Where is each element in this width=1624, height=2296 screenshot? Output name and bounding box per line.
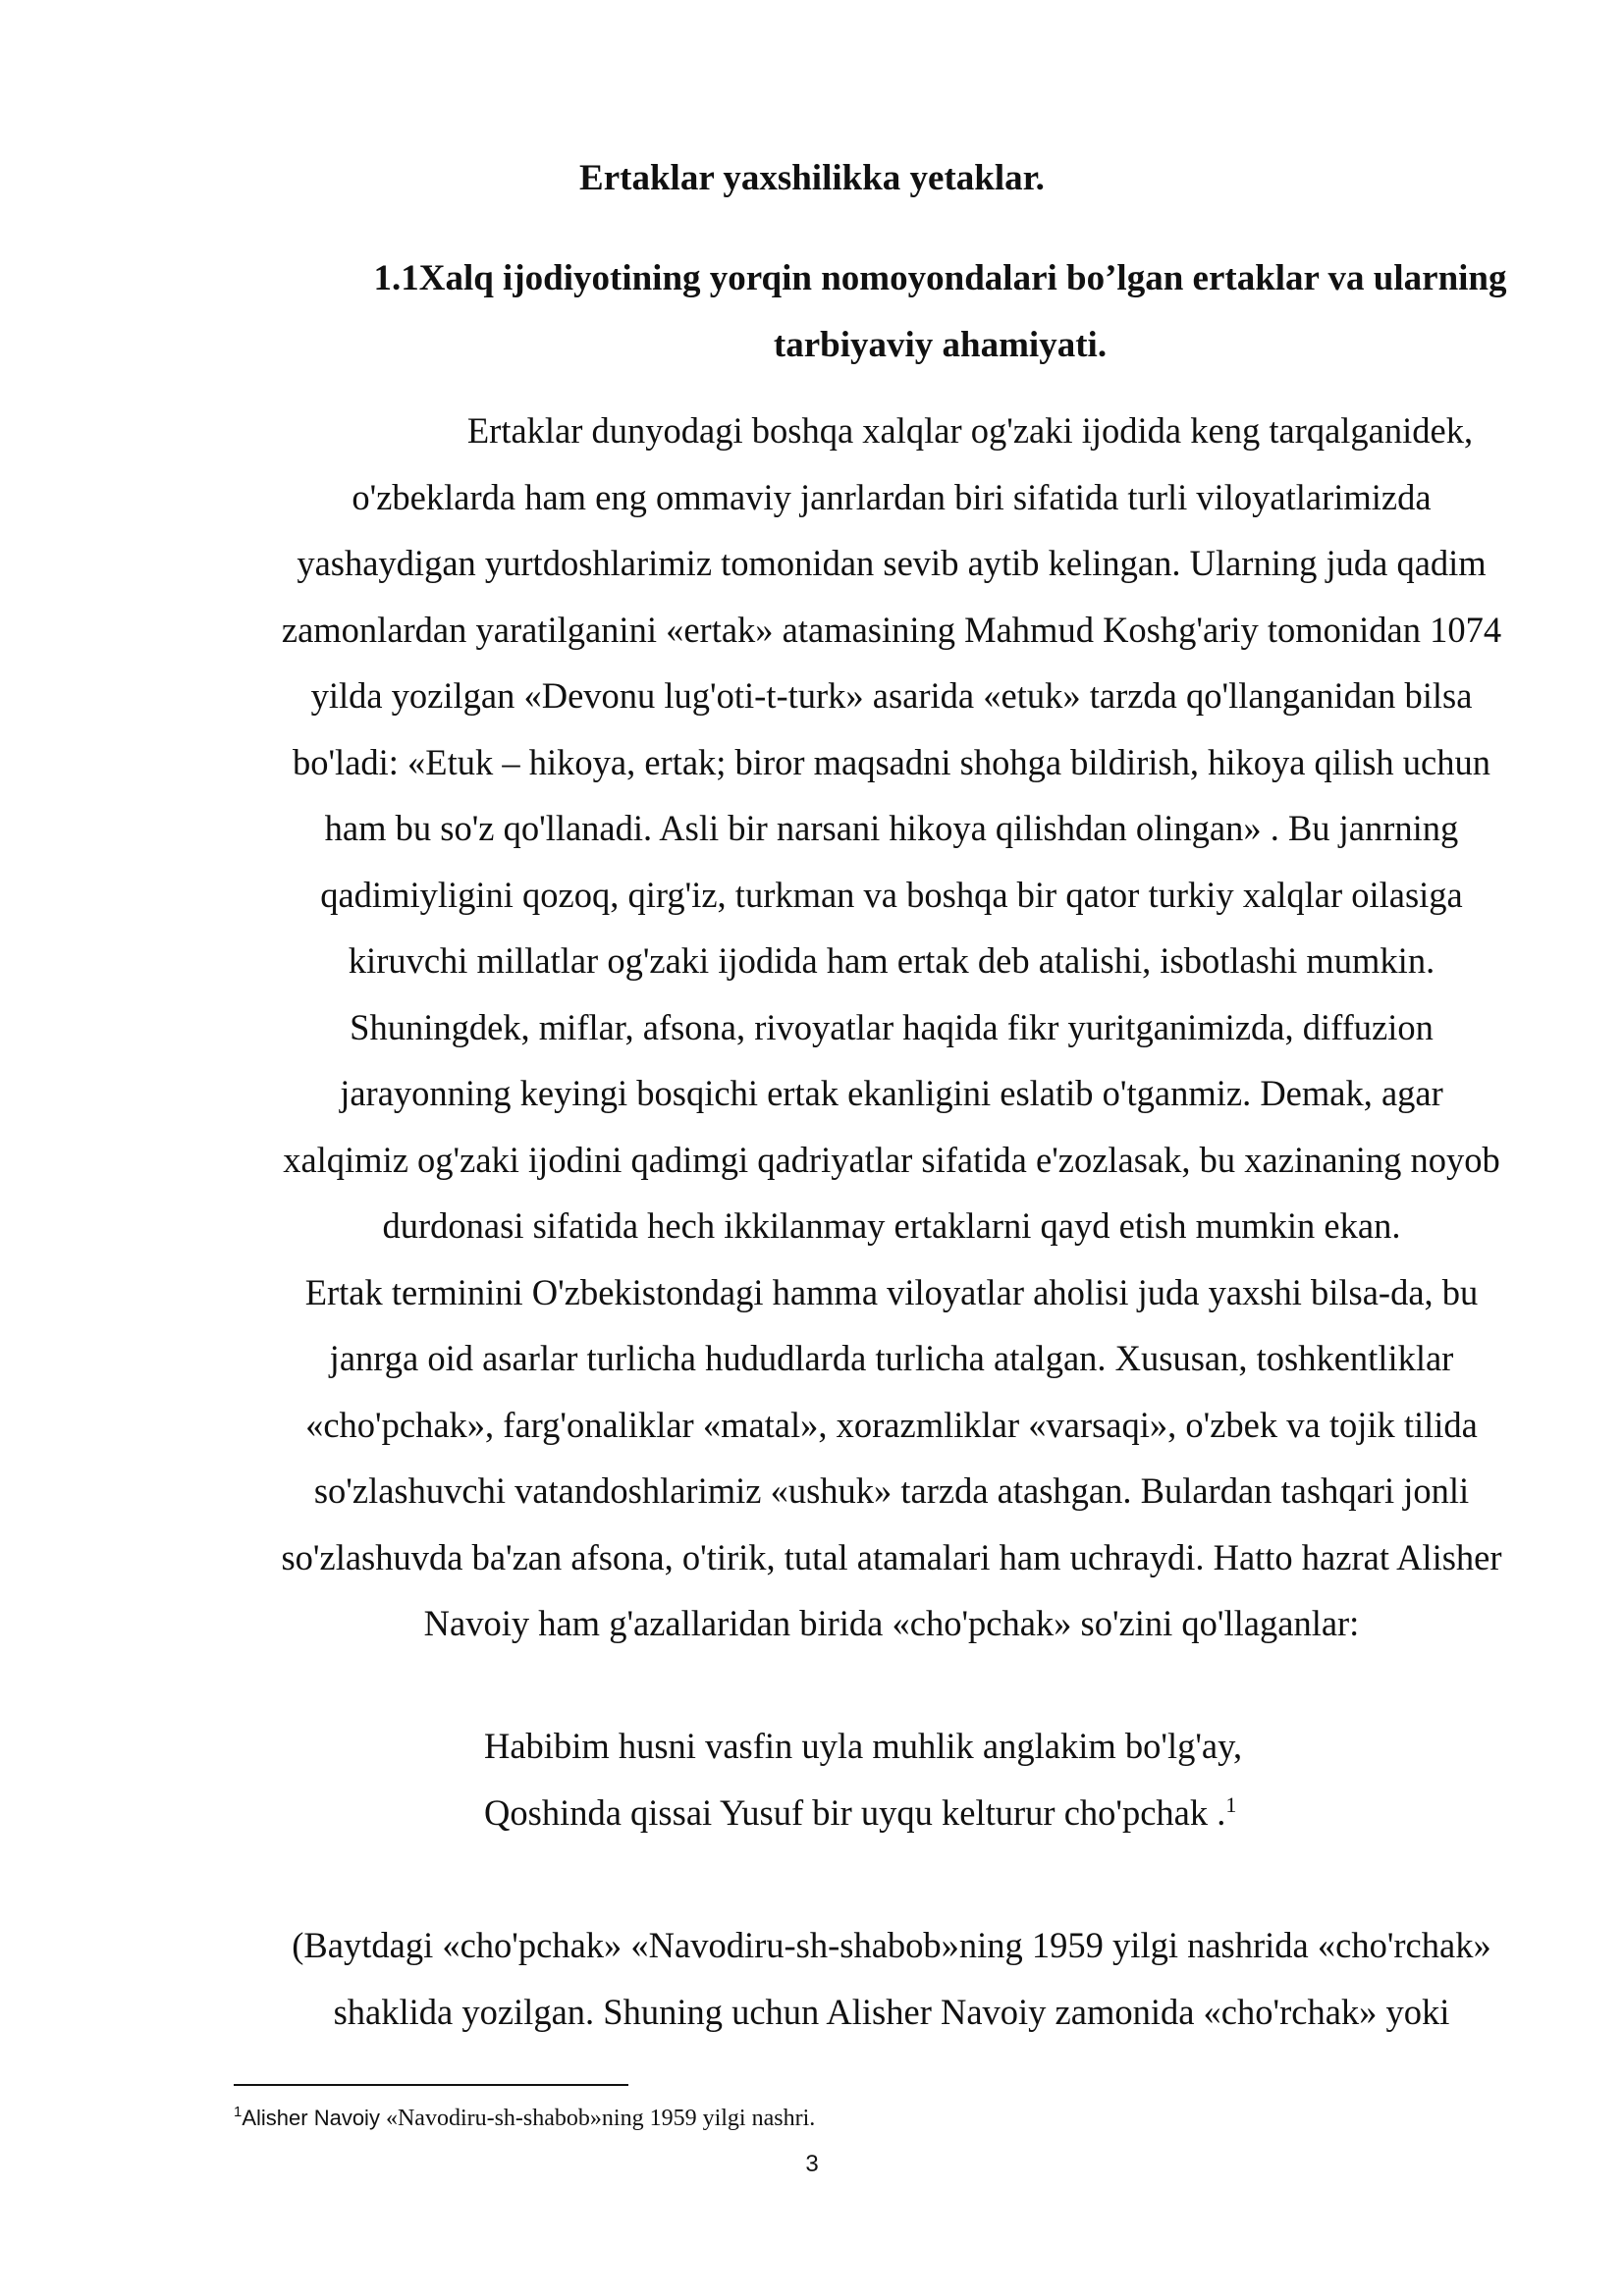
main-paragraph	[234, 398, 1549, 1657]
paragraph-line: yashaydigan yurtdoshlarimiz tomonidan sevib aytib kelingan. Ularning juda qadim	[297, 543, 1487, 583]
paragraph-line: Ertak terminini O'zbekistondagi hamma viloyatlar aholisi juda yaxshi bilsa-da, bu	[304, 1271, 1479, 1312]
paragraph-line: ham bu so'z qo'llanadi. Asli bir narsani hikoya qilishdan olingan» . Bu janrning	[324, 808, 1459, 848]
verse-line-1: Habibim husni vasfin uyla muhlik anglakim bo'lg'ay,	[484, 1726, 1243, 1766]
page-number: 3	[805, 2151, 819, 2177]
section-heading-line-1: 1.1Xalq ijodiyotining yorqin nomoyondalari bo’lgan ertaklar va ularning	[373, 258, 1507, 298]
paragraph-line: kiruvchi millatlar og'zaki ijodida ham ertak deb atalishi, isbotlashi mumkin.	[348, 940, 1435, 981]
footnote-number: 1	[234, 2104, 243, 2120]
paragraph-line: so'zlashuvchi vatandoshlarimiz «ushuk» tarzda atashgan. Bulardan tashqari jonli	[313, 1470, 1470, 1511]
verse-quote	[484, 1713, 1242, 1845]
footnote	[234, 2104, 815, 2133]
paragraph-line: yilda yozilgan «Devonu lug'oti-t-turk» asarida «etuk» tarzda qo'llanganidan bilsa	[310, 675, 1473, 716]
paragraph-line: zamonlardan yaratilganini «ertak» atamasining Mahmud Koshg'ariy tomonidan 1074	[281, 609, 1502, 650]
footnote-text: «Navodiru-sh-shabob»ning 1959 yilgi nashri.	[379, 2106, 816, 2131]
paragraph-line: «cho'pchak», farg'onaliklar «matal», xorazmliklar «varsaqi», o'zbek va tojik tilida	[305, 1404, 1478, 1445]
document-title: Ertaklar yaxshilikka yetaklar.	[579, 158, 1045, 198]
paragraph-line: jarayonning keyingi bosqichi ertak ekanligini eslatib o'tganmiz. Demak, agar	[340, 1073, 1443, 1113]
footnote-author: Alisher Navoiy	[242, 2106, 380, 2130]
paragraph-line: bo'ladi: «Etuk – hikoya, ertak; biror maqsadni shohga bildirish, hikoya qilish uchun	[292, 741, 1491, 782]
paragraph-line: Shuningdek, miflar, afsona, rivoyatlar haqida fikr yuritganimizda, diffuzion	[350, 1006, 1434, 1047]
paragraph-line: janrga oid asarlar turlicha hududlarda turlicha atalgan. Xususan, toshkentliklar	[329, 1338, 1454, 1378]
paragraph-line: durdonasi sifatida hech ikkilanmay ertaklarni qayd etish mumkin ekan.	[382, 1205, 1401, 1246]
paragraph-line: xalqimiz og'zaki ijodini qadimgi qadriyatlar sifatida e'zozlasak, bu xazinaning noyob	[283, 1139, 1500, 1180]
verse-line-2-text: Qoshinda qissai Yusuf bir uyqu kelturur cho'pchak .	[484, 1791, 1226, 1833]
paragraph-line: Ertaklar dunyodagi boshqa xalqlar og'zaki ijodida keng tarqalganidek,	[466, 410, 1474, 451]
footnote-reference[interactable]: 1	[1225, 1791, 1237, 1817]
section-heading	[334, 245, 1546, 379]
closing-paragraph	[234, 1912, 1549, 2045]
paragraph-line: qadimiyligini qozoq, qirg'iz, turkman va boshqa bir qator turkiy xalqlar oilasiga	[320, 874, 1463, 915]
closing-line-2: shaklida yozilgan. Shuning uchun Alisher Navoiy zamonida «cho'rchak» yoki	[333, 1991, 1450, 2032]
paragraph-line: so'zlashuvda ba'zan afsona, o'tirik, tutal atamalari ham uchraydi. Hatto hazrat Alisher	[281, 1536, 1502, 1577]
verse-line-2	[484, 1780, 1242, 1846]
paragraph-line: o'zbeklarda ham eng ommaviy janrlardan biri sifatida turli viloyatlarimizda	[352, 476, 1432, 517]
section-heading-line-2: tarbiyaviy ahamiyati.	[773, 325, 1108, 365]
paragraph-line: Navoiy ham g'azallaridan birida «cho'pchak» so'zini qo'llaganlar:	[423, 1603, 1360, 1643]
closing-line-1: (Baytdagi «cho'pchak» «Navodiru-sh-shabob»ning 1959 yilgi nashrida «cho'rchak»	[292, 1925, 1491, 1965]
footnote-separator	[234, 2084, 628, 2086]
